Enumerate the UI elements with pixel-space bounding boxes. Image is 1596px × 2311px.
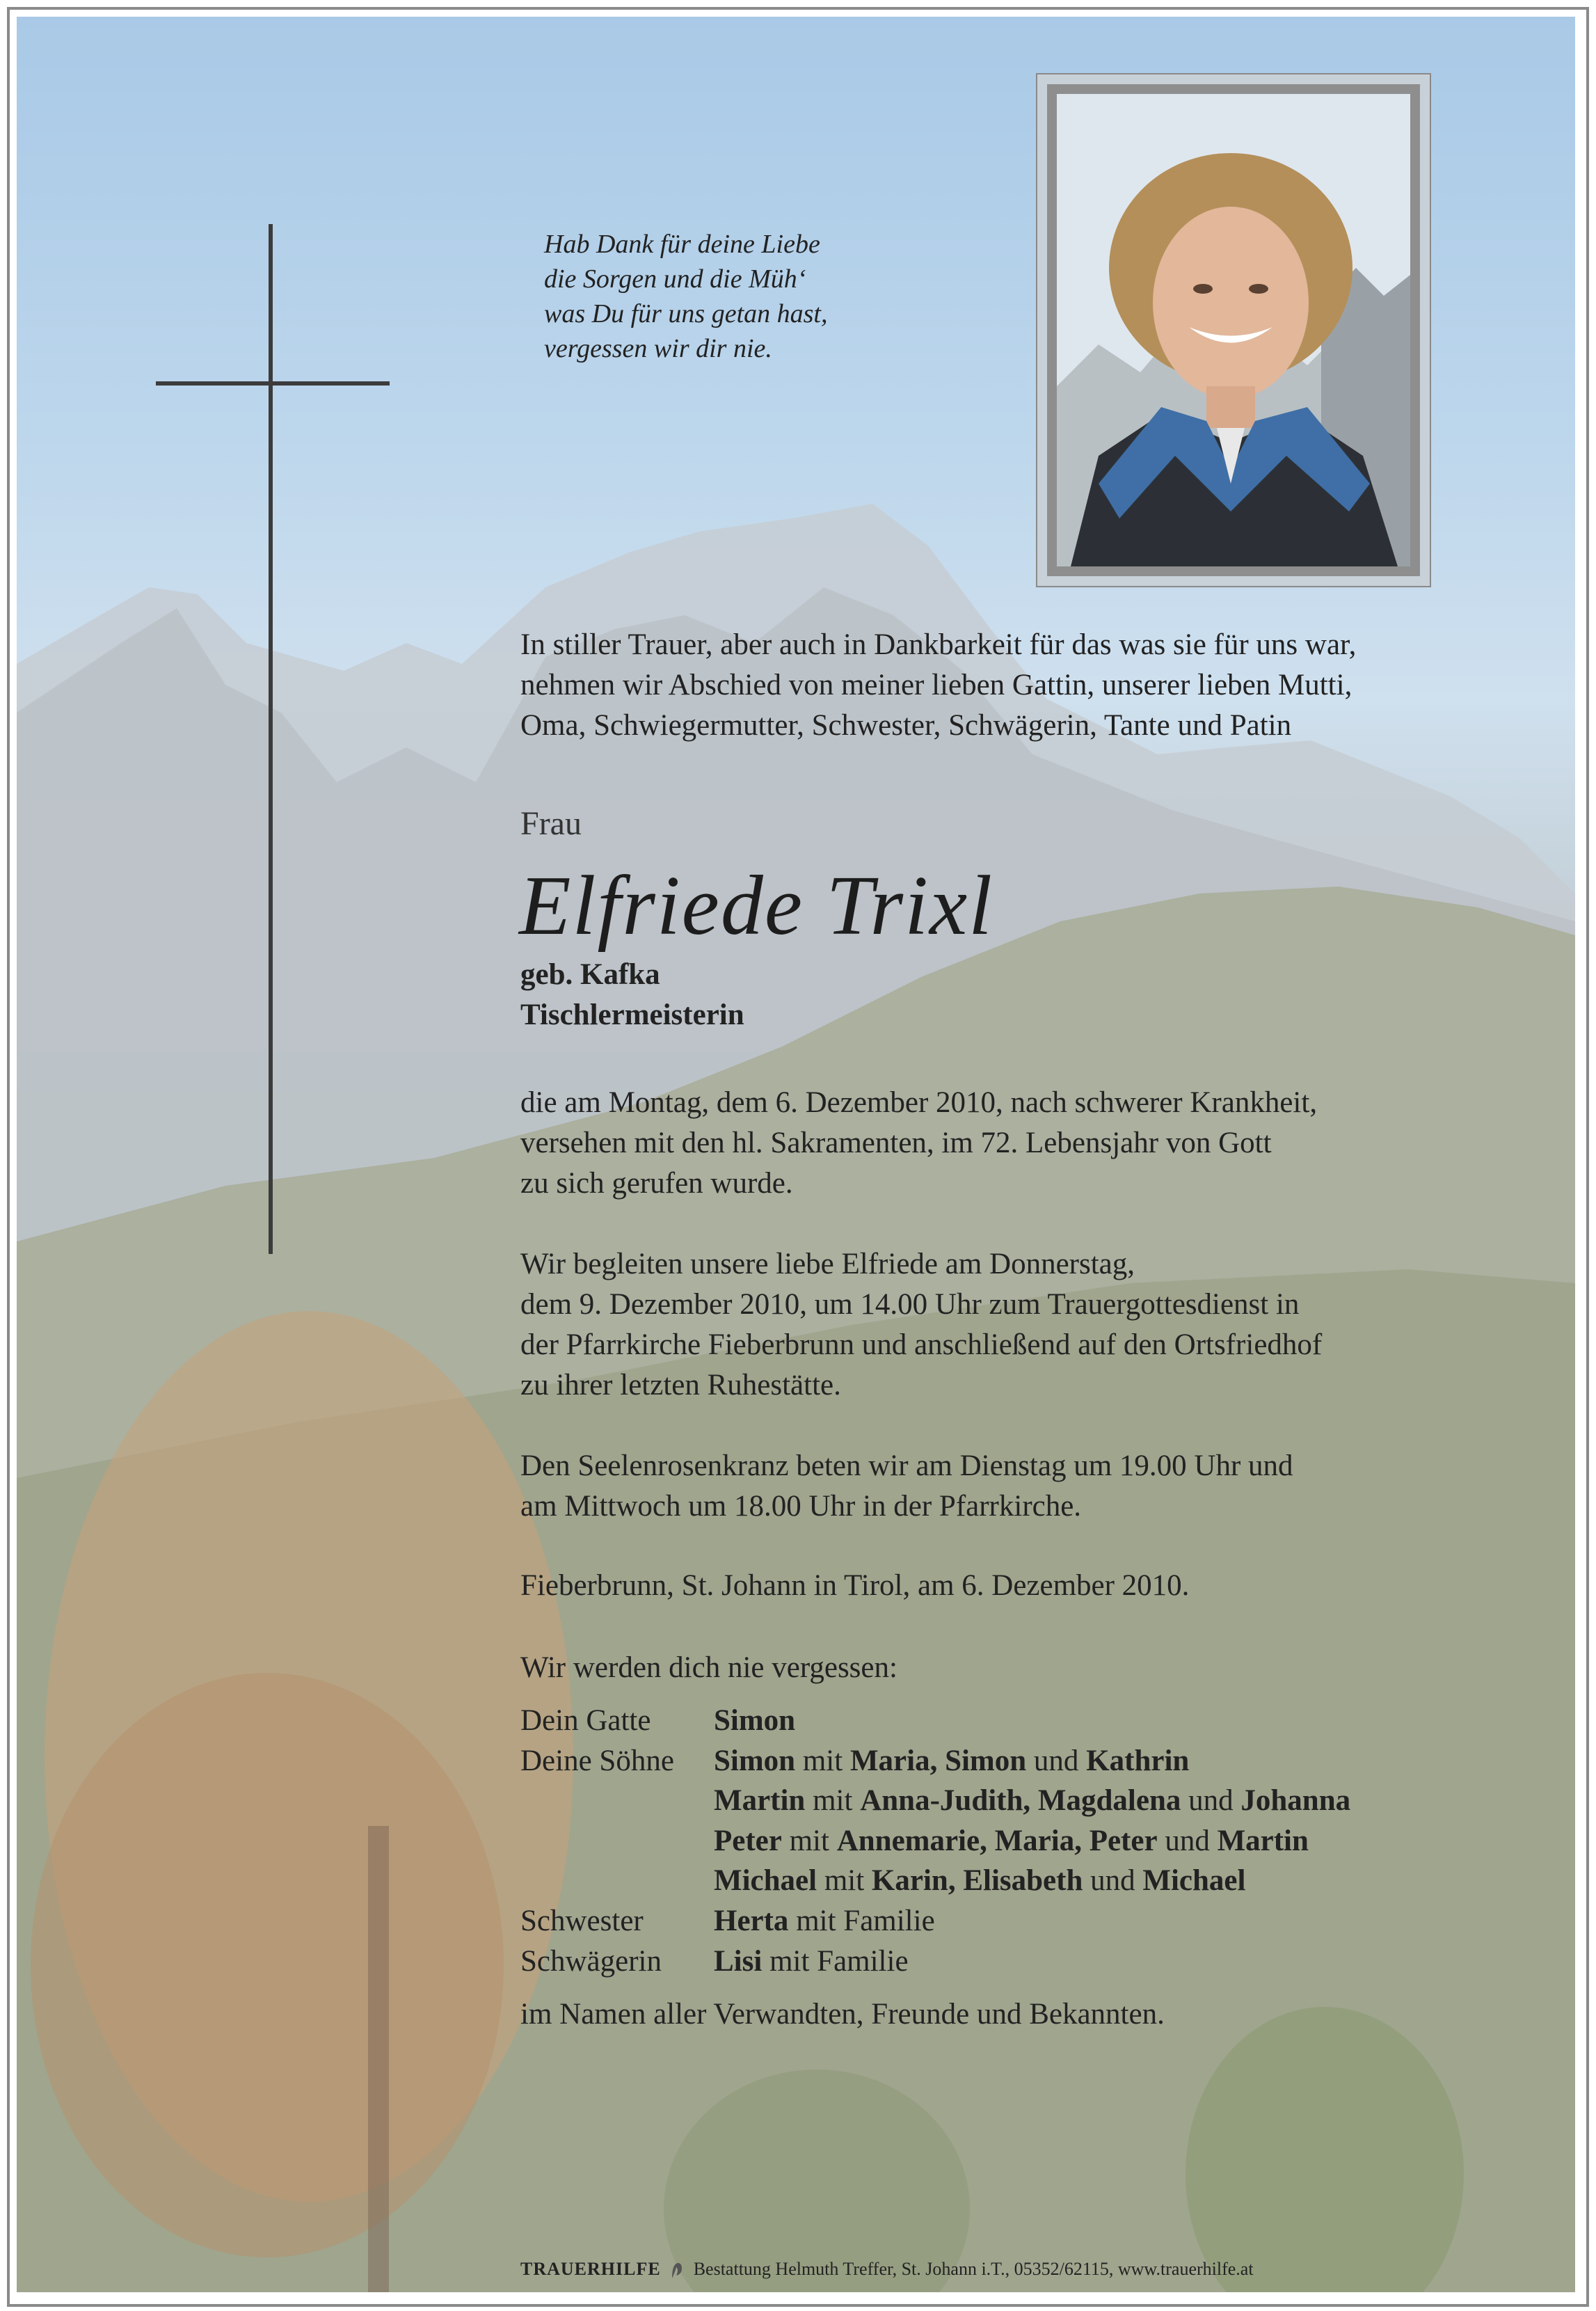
family-row bbox=[520, 1821, 1309, 1861]
family-connector: mit bbox=[781, 1824, 837, 1857]
family-member-name: Michael bbox=[714, 1864, 817, 1898]
closing-line: im Namen aller Verwandten, Freunde und Bekannten. bbox=[520, 1998, 1165, 2031]
deceased-name: Elfriede Trixl bbox=[519, 859, 994, 953]
family-member-name: Michael bbox=[1142, 1864, 1246, 1898]
funeral-info bbox=[520, 1244, 1322, 1406]
family-member-name: Peter bbox=[714, 1824, 782, 1857]
farewell-line: Wir werden dich nie vergessen: bbox=[520, 1651, 897, 1684]
family-member-name: Martin bbox=[1217, 1824, 1309, 1857]
family-connector: mit bbox=[817, 1864, 872, 1898]
footer-text: Bestattung Helmuth Treffer, St. Johann i.T., 05352/62115, www.trauerhilfe.at bbox=[693, 2259, 1254, 2279]
salutation: Frau bbox=[520, 805, 582, 842]
family-row bbox=[520, 1941, 909, 1982]
death-notice bbox=[520, 1083, 1317, 1204]
family-member-name: Johanna bbox=[1240, 1784, 1351, 1818]
intro-line: In stiller Trauer, aber auch in Dankbarkeit für das was sie für uns war, bbox=[520, 628, 1357, 661]
quote-line: Hab Dank für deine Liebe bbox=[544, 230, 820, 259]
funeral-line: der Pfarrkirche Fieberbrunn und anschließend auf den Ortsfriedhof bbox=[520, 1328, 1323, 1361]
memorial-quote bbox=[544, 227, 827, 366]
family-connector: und bbox=[1157, 1824, 1218, 1857]
profession: Tischlermeisterin bbox=[520, 999, 744, 1031]
family-row bbox=[520, 1781, 1350, 1821]
portrait-frame bbox=[1036, 73, 1431, 587]
family-member-name: Kathrin bbox=[1086, 1744, 1190, 1777]
quote-line: die Sorgen und die Müh‘ bbox=[544, 264, 806, 294]
family-row bbox=[520, 1901, 935, 1941]
family-role: Dein Gatte bbox=[520, 1704, 651, 1737]
family-connector: mit Familie bbox=[788, 1905, 935, 1937]
quote-line: was Du für uns getan hast, bbox=[544, 299, 828, 328]
intro-line: Oma, Schwiegermutter, Schwester, Schwägerin, Tante und Patin bbox=[520, 709, 1292, 742]
family-row bbox=[520, 1861, 1245, 1901]
intro-line: nehmen wir Abschied von meiner lieben Gattin, unserer lieben Mutti, bbox=[520, 669, 1352, 701]
funeral-line: dem 9. Dezember 2010, um 14.00 Uhr zum Trauergottesdienst in bbox=[520, 1288, 1300, 1321]
family-connector: und bbox=[1083, 1864, 1143, 1898]
death-notice-line: die am Montag, dem 6. Dezember 2010, nach schwerer Krankheit, bbox=[520, 1086, 1318, 1119]
portrait-mat bbox=[1047, 84, 1420, 576]
trauerhilfe-logo-icon bbox=[669, 2260, 685, 2281]
family-member-name: Anna-Judith, Magdalena bbox=[860, 1784, 1181, 1818]
family-row bbox=[520, 1701, 795, 1741]
family-member-name: Martin bbox=[714, 1784, 806, 1818]
deceased-details bbox=[520, 955, 744, 1035]
rosary-line: Den Seelenrosenkranz beten wir am Dienstag um 19.00 Uhr und bbox=[520, 1450, 1293, 1482]
family-member-name: Lisi bbox=[714, 1944, 763, 1978]
intro-text bbox=[520, 625, 1356, 746]
family-connector: und bbox=[1181, 1784, 1241, 1818]
family-member-name: Simon bbox=[714, 1704, 796, 1737]
footer-brand: TRAUERHILFE bbox=[520, 2259, 661, 2279]
footer bbox=[520, 2259, 1254, 2281]
family-connector: mit bbox=[795, 1744, 850, 1777]
quote-line: vergessen wir dir nie. bbox=[544, 334, 772, 363]
rosary-line: am Mittwoch um 18.00 Uhr in der Pfarrkirche. bbox=[520, 1490, 1082, 1523]
portrait-image bbox=[1057, 94, 1410, 566]
family-connector: und bbox=[1026, 1744, 1087, 1777]
funeral-line: Wir begleiten unsere liebe Elfriede am Donnerstag, bbox=[520, 1248, 1135, 1280]
maiden-name: geb. Kafka bbox=[520, 958, 660, 991]
family-connector: mit bbox=[805, 1784, 861, 1818]
family-role: Deine Söhne bbox=[520, 1744, 674, 1777]
family-member-name: Maria, Simon bbox=[849, 1744, 1027, 1777]
family-member-name: Simon bbox=[714, 1744, 796, 1777]
family-row bbox=[520, 1741, 1189, 1781]
cross-icon bbox=[269, 224, 273, 1254]
family-member-name: Herta bbox=[714, 1905, 789, 1937]
family-connector: mit Familie bbox=[762, 1944, 909, 1978]
family-role: Schwester bbox=[520, 1905, 644, 1937]
death-notice-line: zu sich gerufen wurde. bbox=[520, 1167, 793, 1200]
cross-bar bbox=[156, 381, 390, 386]
funeral-line: zu ihrer letzten Ruhestätte. bbox=[520, 1369, 841, 1401]
family-role: Schwägerin bbox=[520, 1944, 662, 1978]
death-notice-line: versehen mit den hl. Sakramenten, im 72. Lebensjahr von Gott bbox=[520, 1127, 1272, 1159]
portrait-photo bbox=[1057, 94, 1410, 566]
family-member-name: Annemarie, Maria, Peter bbox=[836, 1824, 1158, 1857]
rosary-info bbox=[520, 1446, 1293, 1527]
place-date: Fieberbrunn, St. Johann in Tirol, am 6. Dezember 2010. bbox=[520, 1569, 1190, 1602]
family-member-name: Karin, Elisabeth bbox=[871, 1864, 1083, 1898]
